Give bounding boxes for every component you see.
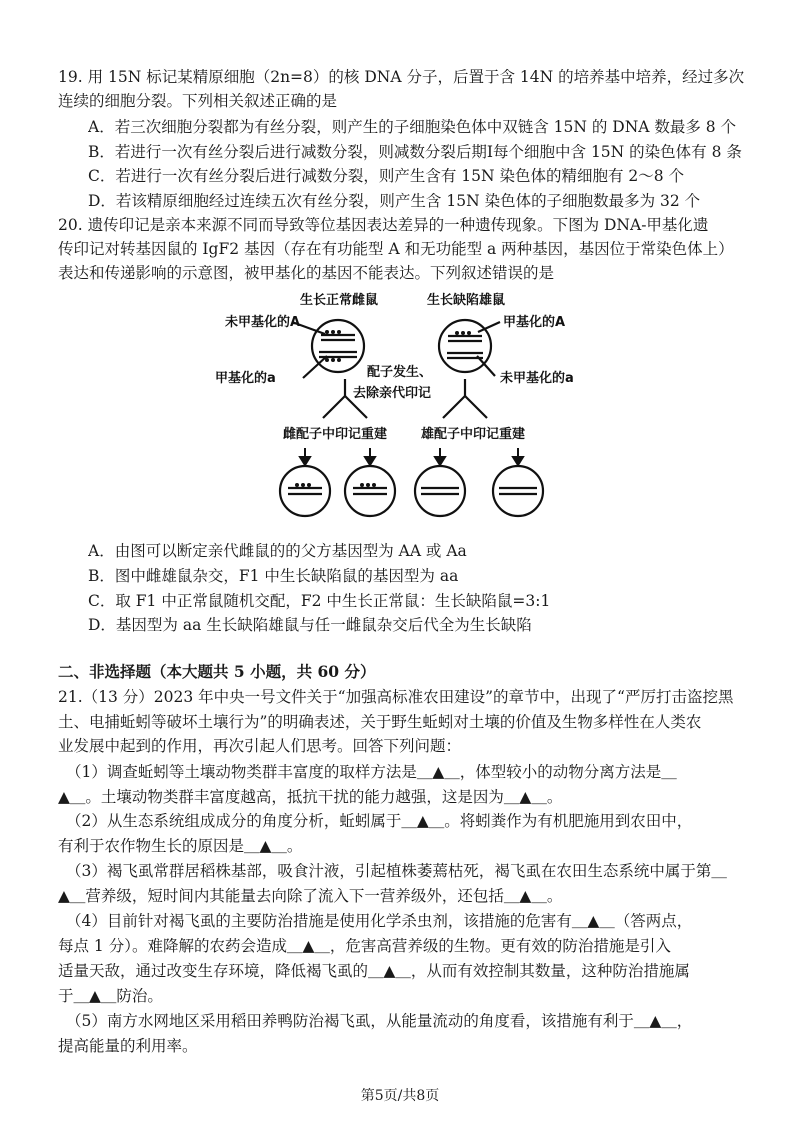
female-gamete-cell-1 — [280, 466, 330, 516]
q20-stem-line-1: 20. 遗传印记是亲本来源不同而导致等位基因表达差异的一种遗传现象。下图为 DNA-甲基化遗 — [58, 216, 709, 234]
female-mouse-label: 生长正常雌鼠 — [300, 293, 379, 308]
male-mouse-label: 生长缺陷雄鼠 — [427, 293, 506, 308]
q20-option-d: D．基因型为 aa 生长缺陷雄鼠与任一雌鼠杂交后代全为生长缺陷 — [88, 616, 532, 634]
q21-part4-line-1: （4）目前针对褐飞虱的主要防治措施是使用化学杀虫剂，该措施的危害有＿▲＿（答两点， — [66, 912, 693, 930]
q21-part5-line-2: 提高能量的利用率。 — [58, 1037, 198, 1055]
female-gamete-label: 雌配子中印记重建 — [283, 427, 388, 442]
male-gamete-cell-1 — [415, 466, 465, 516]
male-gamete-label: 雄配子中印记重建 — [421, 427, 526, 442]
q20-option-b: B．图中雌雄鼠杂交，F1 中生长缺陷鼠的基因型为 aa — [88, 567, 459, 585]
q21-part4-line-2: 每点 1 分）。难降解的农药会造成＿▲＿，危害高营养级的生物。更有效的防治措施是引入 — [58, 937, 671, 955]
q21-part2-line-2: 有利于农作物生长的原因是＿▲＿。 — [58, 837, 303, 855]
methylated-A-label: 甲基化的A — [503, 315, 566, 330]
q21-part3-line-2: ▲＿营养级，短时间内其能量去向除了流入下一营养级外，还包括＿▲＿。 — [58, 887, 563, 905]
q19-option-d: D．若该精原细胞经过连续五次有丝分裂，则产生含 15N 染色体的子细胞数最多为 32 个 — [88, 192, 701, 210]
q21-part2-line-1: （2）从生态系统组成成分的角度分析，蚯蚓属于＿▲＿。将蚓粪作为有机肥施用到农田中， — [66, 812, 693, 830]
q21-part4-line-4: 于＿▲＿防治。 — [58, 987, 163, 1005]
unmethylated-a-label: 未甲基化的a — [500, 371, 574, 386]
q21-part4-line-3: 适量天敌，通过改变生存环境，降低褐飞虱的＿▲＿，从而有效控制其数量，这种防治措施属 — [58, 962, 690, 980]
q20-option-c: C．取 F1 中正常鼠随机交配，F2 中生长正常鼠：生长缺陷鼠=3:1 — [88, 592, 551, 610]
center-label-2: 去除亲代印记 — [353, 386, 432, 401]
methylated-a-label: 甲基化的a — [215, 371, 276, 386]
male-gamete-cell-2 — [493, 466, 543, 516]
q19-option-c: C．若进行一次有丝分裂后进行减数分裂，则产生含有 15N 染色体的精细胞有 2～8 个 — [88, 167, 685, 185]
q20-option-a: A．由图可以断定亲代雌鼠的的父方基因型为 AA 或 Aa — [88, 542, 467, 560]
imprinting-diagram — [195, 290, 615, 522]
unmethylated-A-label: 未甲基化的A — [225, 315, 301, 330]
q21-part1-line-2: ▲＿。土壤动物类群丰富度越高，抵抗干扰的能力越强，这是因为＿▲＿。 — [58, 788, 563, 806]
center-label-1: 配子发生、 — [367, 365, 433, 380]
q19-option-a: A．若三次细胞分裂都为有丝分裂，则产生的子细胞染色体中双链含 15N 的 DNA 数最多 8 个 — [88, 118, 737, 136]
q21-part3-line-1: （3）褐飞虱常群居稻株基部，吸食汁液，引起植株萎蔫枯死，褐飞虱在农田生态系统中属于第＿ — [66, 862, 727, 880]
page-number: 第5页/共8页 — [360, 1088, 440, 1104]
female-cell — [312, 320, 364, 372]
q19-stem-line-2: 连续的细胞分裂。下列相关叙述正确的是 — [58, 92, 338, 110]
q20-stem-line-3: 表达和传递影响的示意图，被甲基化的基因不能表达。下列叙述错误的是 — [58, 264, 555, 282]
q21-stem-line-3: 业发展中起到的作用，再次引起人们思考。回答下列问题： — [58, 737, 462, 755]
q21-stem-line-2: 土、电捕蚯蚓等破坏土壤行为”的明确表述，关于野生蚯蚓对土壤的价值及生物多样性在人类农 — [58, 713, 702, 731]
section-heading: 二、非选择题（本大题共 5 小题，共 60 分） — [58, 662, 376, 681]
q20-stem-line-2: 传印记对转基因鼠的 IgF2 基因（存在有功能型 A 和无功能型 a 两种基因，基因位于常染色体上） — [58, 240, 734, 258]
q21-stem-line-1: 21.（13 分）2023 年中央一号文件关于“加强高标准农田建设”的章节中，出现了“严厉打击盗挖黑 — [58, 688, 734, 706]
q21-part5-line-1: （5）南方水网地区采用稻田养鸭防治褐飞虱，从能量流动的角度看，该措施有利于＿▲＿， — [66, 1012, 693, 1030]
q19-option-b: B．若进行一次有丝分裂后进行减数分裂，则减数分裂后期Ⅰ每个细胞中含 15N 的染色体有 8 条 — [88, 143, 742, 161]
female-gamete-cell-2 — [345, 466, 395, 516]
q19-stem-line-1: 19. 用 15N 标记某精原细胞（2n=8）的核 DNA 分子，后置于含 14N 的培养基中培养，经过多次 — [58, 68, 745, 86]
q21-part1-line-1: （1）调查蚯蚓等土壤动物类群丰富度的取样方法是＿▲＿，体型较小的动物分离方法是＿ — [66, 763, 677, 781]
